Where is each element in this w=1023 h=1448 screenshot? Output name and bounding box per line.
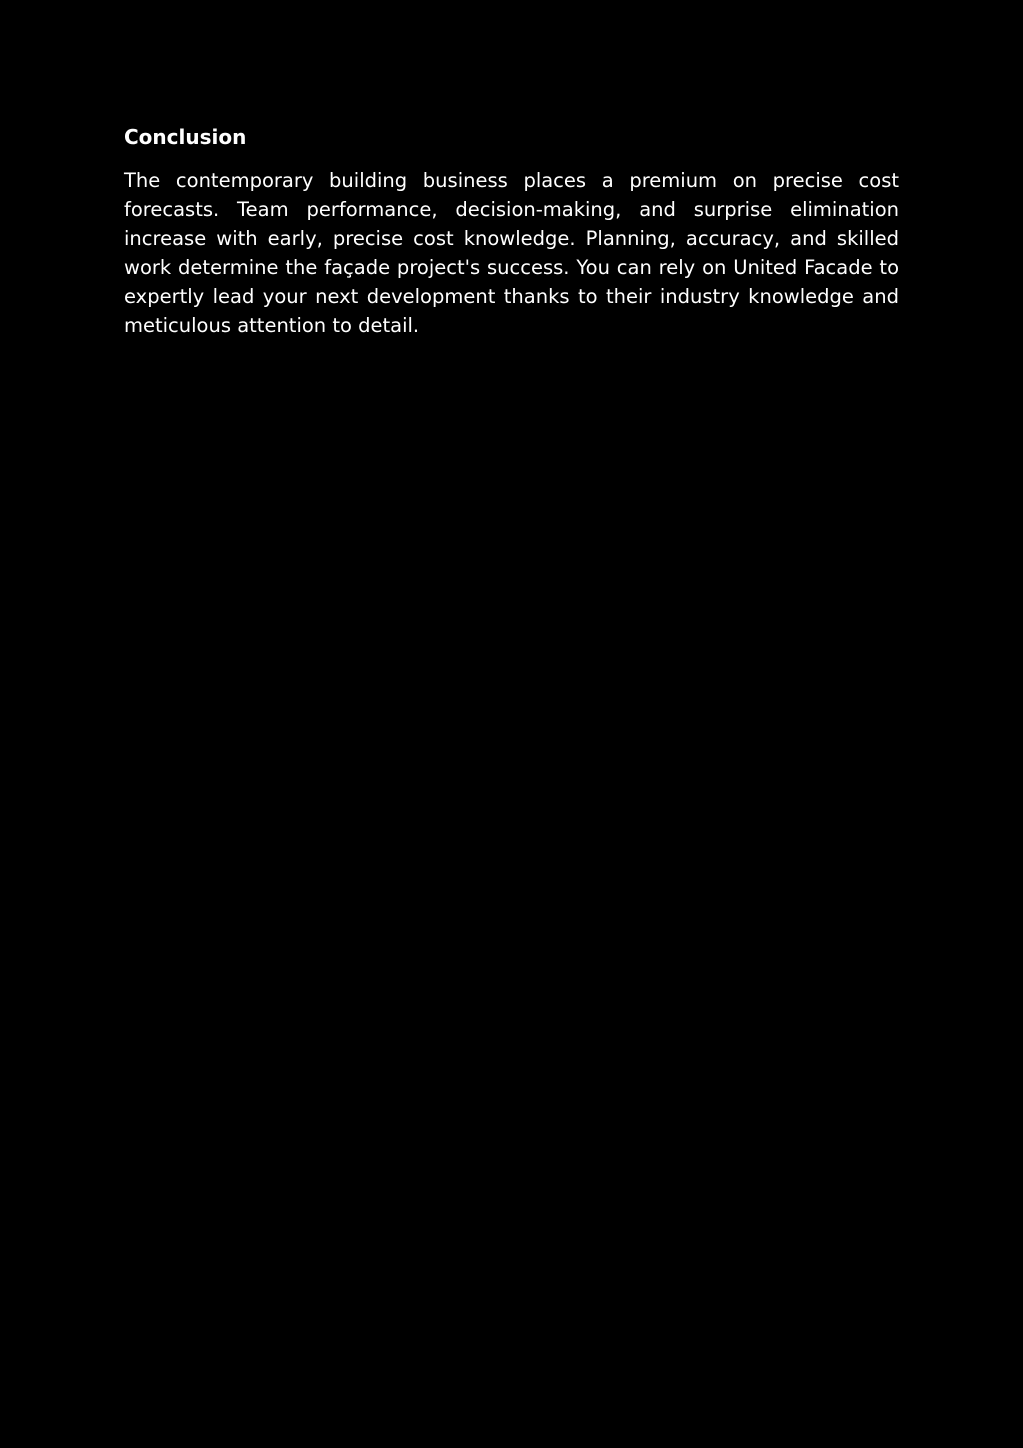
section-heading: Conclusion: [124, 125, 247, 149]
content-section: [124, 123, 899, 340]
conclusion-paragraph: The contemporary building business places a premium on precise cost forecasts. Team performance, decision-making, and surprise elimination increase with early, precise cost knowledge. Planning, accuracy, and skilled work determine the façade project's success. You can rely on United Facade to expertly lead your next development thanks to their industry knowledge and meticulous attention to detail.: [124, 169, 899, 337]
